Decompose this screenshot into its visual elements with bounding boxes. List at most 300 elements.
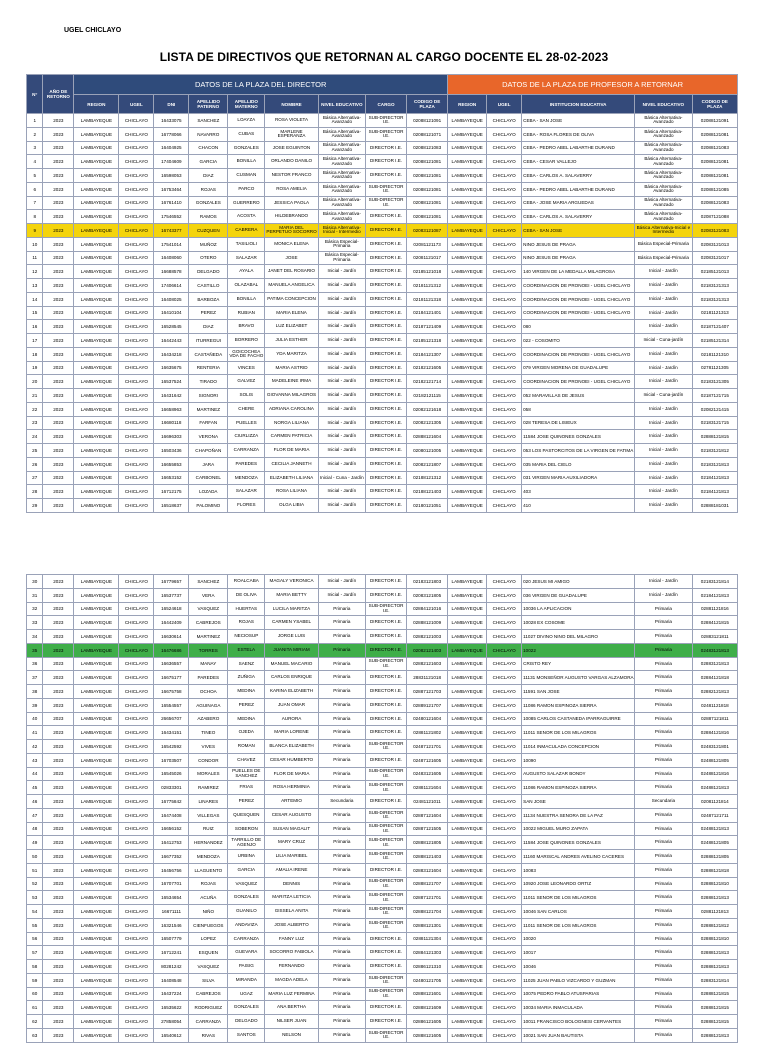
- table-cell: CHICLAYO: [119, 306, 154, 320]
- table-cell: UGAZ: [228, 987, 265, 1001]
- table-cell: CHACON: [189, 141, 228, 155]
- table-cell: CHICLAYO: [487, 375, 522, 389]
- table-cell: CHICLAYO: [119, 1001, 154, 1015]
- table-cell: LAMBAYEQUE: [74, 616, 119, 630]
- table-cell: CHICLAYO: [487, 155, 522, 169]
- table-row: [27, 1015, 738, 1029]
- table-cell: CEBA - SAN JOSE: [522, 114, 635, 128]
- table-cell: 2023: [43, 863, 74, 877]
- table-cell: DIRECTOR I.E.: [365, 224, 406, 238]
- table-row: [27, 182, 738, 196]
- table-cell: Primaria: [635, 740, 693, 754]
- table-cell: 02183121305: [692, 375, 737, 389]
- table-cell: 02182121115: [407, 389, 448, 403]
- table-cell: Básica Alternativa-Avanzado: [318, 210, 365, 224]
- table-cell: 02883121814: [692, 973, 737, 987]
- table-cell: CHICLAYO: [119, 671, 154, 685]
- table-cell: 02080121005: [407, 444, 448, 458]
- table-cell: LAMBAYEQUE: [448, 616, 487, 630]
- table-cell: ROSA HERMINIA: [265, 781, 318, 795]
- table-row: [27, 416, 738, 430]
- table-cell: CHICLAYO: [119, 237, 154, 251]
- table-cell: Inicial - Jardín: [318, 320, 365, 334]
- table-row: [27, 444, 738, 458]
- table-cell: CHICLAYO: [119, 863, 154, 877]
- table-cell: 2023: [43, 932, 74, 946]
- table-row: [27, 891, 738, 905]
- col-header: NIVEL EDUCATIVO: [635, 95, 693, 114]
- table-cell: MARIA LUZ FERMINA: [265, 987, 318, 1001]
- table-cell: 3: [27, 141, 43, 155]
- table-row: [27, 430, 738, 444]
- table-row: [27, 932, 738, 946]
- table-cell: CHICLAYO: [119, 114, 154, 128]
- table-cell: Primaria: [635, 630, 693, 644]
- table-cell: CHICLAYO: [487, 196, 522, 210]
- col-header-nro: N°: [27, 75, 43, 114]
- table-cell: 16778066: [154, 127, 189, 141]
- col-header: INSTITUCION EDUCATIVA: [522, 95, 635, 114]
- table-cell: 2023: [43, 918, 74, 932]
- table-cell: 02081121017: [407, 251, 448, 265]
- table-cell: 02082121305: [407, 416, 448, 430]
- table-cell: Inicial - Jardín: [635, 265, 693, 279]
- table-cell: BONILLA: [228, 292, 265, 306]
- table-cell: 2023: [43, 306, 74, 320]
- table-cell: DIRECTOR I.E.: [365, 169, 406, 183]
- table-cell: CHICLAYO: [487, 877, 522, 891]
- table-cell: CHICLAYO: [487, 822, 522, 836]
- table-cell: Primaria: [318, 891, 365, 905]
- table-cell: MANUELA ANGELICA: [265, 279, 318, 293]
- table-row: [27, 155, 738, 169]
- table-cell: Básica Alternativa-Avanzado: [635, 127, 693, 141]
- table-cell: LAMBAYEQUE: [448, 1015, 487, 1029]
- table-cell: FRIAS: [228, 781, 265, 795]
- table-cell: CHICLAYO: [487, 306, 522, 320]
- table-cell: RUIZ: [189, 822, 228, 836]
- table-cell: Primaria: [318, 905, 365, 919]
- table-cell: ADRIANA CAROLINA: [265, 402, 318, 416]
- table-cell: DIAZ: [189, 320, 228, 334]
- table-cell: 16408060: [154, 251, 189, 265]
- table-cell: LAMBAYEQUE: [448, 795, 487, 809]
- table-cell: LAMBAYEQUE: [74, 182, 119, 196]
- col-header: CODIGO DE PLAZA: [692, 95, 737, 114]
- table-cell: CHICLAYO: [487, 767, 522, 781]
- table-cell: VIVES: [189, 740, 228, 754]
- table-cell: VILLEGAS: [189, 808, 228, 822]
- table-cell: CHICLAYO: [487, 891, 522, 905]
- table-cell: NINO JESUS DE PRAGA: [522, 251, 635, 265]
- table-cell: Primaria: [635, 643, 693, 657]
- table-row: [27, 279, 738, 293]
- table-cell: 02184121813: [692, 588, 737, 602]
- table-cell: 02888121818: [692, 863, 737, 877]
- table-cell: CHICLAYO: [487, 905, 522, 919]
- table-cell: 02181121318: [407, 292, 448, 306]
- table-cell: LAMBAYEQUE: [74, 1015, 119, 1029]
- table-row: [27, 224, 738, 238]
- table-cell: DIRECTOR I.E.: [365, 361, 406, 375]
- table-cell: 02183121814: [692, 575, 737, 589]
- table-cell: LAMBAYEQUE: [448, 444, 487, 458]
- table-cell: 02888121805: [692, 850, 737, 864]
- table-cell: SAENZ: [228, 657, 265, 671]
- table-cell: CECILIA JANNETH: [265, 457, 318, 471]
- table-cell: 2023: [43, 320, 74, 334]
- table-cell: 40: [27, 712, 43, 726]
- table-cell: ZUÑIGA: [228, 671, 265, 685]
- table-cell: MIRANDA: [228, 973, 265, 987]
- table-cell: SUB-DIRECTOR I.E.: [365, 808, 406, 822]
- table-cell: 2023: [43, 726, 74, 740]
- table-row: [27, 657, 738, 671]
- table-cell: CHICLAYO: [119, 251, 154, 265]
- table-cell: 17406614: [154, 279, 189, 293]
- table-cell: ROSA LILIANA: [265, 485, 318, 499]
- table-cell: DIRECTOR I.E.: [365, 210, 406, 224]
- table-cell: TINEO: [189, 726, 228, 740]
- table-row: [27, 850, 738, 864]
- table-cell: CHICLAYO: [487, 836, 522, 850]
- table-cell: SILVA: [189, 973, 228, 987]
- table-cell: Inicial - Jardín: [318, 588, 365, 602]
- table-cell: 2023: [43, 1001, 74, 1015]
- table-cell: 16554557: [154, 698, 189, 712]
- table-cell: CHICLAYO: [487, 671, 522, 685]
- table-cell: DIRECTOR I.E.: [365, 471, 406, 485]
- table-cell: 16442443: [154, 334, 189, 348]
- table-cell: 02487121701: [407, 740, 448, 754]
- table-cell: LAMBAYEQUE: [74, 685, 119, 699]
- table-cell: CHICLAYO: [119, 781, 154, 795]
- table-cell: 02088121081: [407, 182, 448, 196]
- table-cell: Básica Alternativa-Avanzado: [635, 182, 693, 196]
- table-cell: OLAZABAL: [228, 279, 265, 293]
- table-cell: CHICLAYO: [119, 485, 154, 499]
- table-cell: DIRECTOR I.E.: [365, 155, 406, 169]
- table-cell: Inicial - Jardín: [318, 265, 365, 279]
- table-cell: LAMBAYEQUE: [74, 588, 119, 602]
- table-row: [27, 334, 738, 348]
- table-cell: 13: [27, 279, 43, 293]
- table-cell: CHICLAYO: [119, 973, 154, 987]
- table-cell: MARIA ASTRID: [265, 361, 318, 375]
- table-row: [27, 251, 738, 265]
- table-cell: SUB-DIRECTOR I.E.: [365, 114, 406, 128]
- table-cell: ACUÑA: [189, 891, 228, 905]
- table-cell: SUB-DIRECTOR I.E.: [365, 1028, 406, 1042]
- table-cell: GONZALES: [228, 141, 265, 155]
- table-cell: 2023: [43, 347, 74, 361]
- table-cell: Primaria: [318, 643, 365, 657]
- table-cell: Primaria: [318, 630, 365, 644]
- table-cell: 10090: [522, 753, 635, 767]
- table-cell: 55: [27, 918, 43, 932]
- table-cell: CHICLAYO: [119, 347, 154, 361]
- table-cell: 2023: [43, 499, 74, 513]
- table-cell: LAMBAYEQUE: [74, 210, 119, 224]
- table-cell: CUZQUEN: [189, 224, 228, 238]
- table-cell: LAMBAYEQUE: [74, 334, 119, 348]
- table-cell: 02082121415: [692, 402, 737, 416]
- table-cell: 02888121812: [692, 918, 737, 932]
- table-cell: CHICLAYO: [119, 1015, 154, 1029]
- table-cell: LAMBAYEQUE: [448, 1028, 487, 1042]
- table-cell: 058: [522, 402, 635, 416]
- table-cell: OLGA LIBIA: [265, 499, 318, 513]
- table-cell: NORGA LILIANA: [265, 416, 318, 430]
- table-cell: DIRECTOR I.E.: [365, 457, 406, 471]
- table-cell: 02881121604: [407, 781, 448, 795]
- table-cell: 28: [27, 485, 43, 499]
- table-cell: MARIA DEL PERPETUO SOCORRO: [265, 224, 318, 238]
- table-cell: ROSA VIOLETA: [265, 114, 318, 128]
- table-cell: NESTOR FRANCO: [265, 169, 318, 183]
- table-cell: DIRECTOR I.E.: [365, 292, 406, 306]
- table-cell: Inicial - Jardín: [635, 499, 693, 513]
- table-cell: Primaria: [635, 877, 693, 891]
- table-cell: 60: [27, 987, 43, 1001]
- table-cell: Primaria: [318, 836, 365, 850]
- table-cell: 2023: [43, 643, 74, 657]
- table-cell: 02888121813: [692, 891, 737, 905]
- table-cell: CHICLAYO: [119, 471, 154, 485]
- table-cell: 50: [27, 850, 43, 864]
- table-cell: SOCORRO FABIOLA: [265, 946, 318, 960]
- table-cell: Inicial - Jardín: [318, 389, 365, 403]
- table-cell: CHICLAYO: [487, 753, 522, 767]
- table-cell: LAMBAYEQUE: [74, 932, 119, 946]
- table-cell: DIRECTOR I.E.: [365, 347, 406, 361]
- table-cell: AYALA: [228, 265, 265, 279]
- table-cell: 02888121813: [692, 1028, 737, 1042]
- table-cell: 02483121801: [692, 740, 737, 754]
- table-cell: CHICLAYO: [487, 471, 522, 485]
- table-cell: DIRECTOR I.E.: [365, 712, 406, 726]
- table-cell: Básica Especial-Primaria: [318, 251, 365, 265]
- table-cell: 02088121081: [407, 155, 448, 169]
- table-cell: 56: [27, 932, 43, 946]
- table-cell: CHICLAYO: [119, 808, 154, 822]
- table-cell: Primaria: [635, 726, 693, 740]
- table-row: [27, 726, 738, 740]
- table-cell: CHICLAYO: [487, 726, 522, 740]
- table-cell: LAMBAYEQUE: [448, 127, 487, 141]
- table-cell: DIRECTOR I.E.: [365, 265, 406, 279]
- table-cell: LAMBAYEQUE: [74, 471, 119, 485]
- table-cell: JANET DEL ROSARIO: [265, 265, 318, 279]
- table-cell: 02480121705: [407, 973, 448, 987]
- table-cell: RUBIAN: [228, 306, 265, 320]
- table-cell: CHICLAYO: [119, 575, 154, 589]
- table-cell: Primaria: [318, 657, 365, 671]
- table-cell: 16537737: [154, 588, 189, 602]
- table-cell: CHICLAYO: [119, 767, 154, 781]
- table-cell: CHICLAYO: [119, 822, 154, 836]
- table-cell: LAMBAYEQUE: [74, 430, 119, 444]
- table-cell: 02888121609: [407, 1001, 448, 1015]
- table-cell: JESSICA PAOLA: [265, 196, 318, 210]
- table-cell: DIRECTOR I.E.: [365, 499, 406, 513]
- table-row: [27, 575, 738, 589]
- table-cell: Primaria: [318, 1015, 365, 1029]
- table-cell: SUB-DIRECTOR I.E.: [365, 196, 406, 210]
- table-cell: DIRECTOR I.E.: [365, 630, 406, 644]
- table-cell: 2023: [43, 251, 74, 265]
- table-cell: LAMBAYEQUE: [74, 416, 119, 430]
- table-cell: 2023: [43, 767, 74, 781]
- table-row: [27, 877, 738, 891]
- table-cell: 16653152: [154, 471, 189, 485]
- table-cell: 02480121604: [407, 712, 448, 726]
- table-cell: DIRECTOR I.E.: [365, 946, 406, 960]
- table-cell: 02183121313: [692, 279, 737, 293]
- table-cell: ACOSTA: [228, 210, 265, 224]
- table-cell: LAMBAYEQUE: [448, 602, 487, 616]
- table-cell: CHICLAYO: [119, 265, 154, 279]
- table-cell: 02187121715: [692, 389, 737, 403]
- table-cell: AURORA: [265, 712, 318, 726]
- table-cell: COORDINACION DE PRONOEI - UGEL CHICLAYO: [522, 292, 635, 306]
- table-cell: PUELLES: [228, 416, 265, 430]
- table-row: [27, 471, 738, 485]
- table-cell: BRAVO: [228, 320, 265, 334]
- table-cell: Inicial - Jardín: [318, 575, 365, 589]
- table-cell: 16410104: [154, 306, 189, 320]
- table-cell: 59: [27, 973, 43, 987]
- table-cell: CHICLAYO: [487, 169, 522, 183]
- table-cell: CHICLAYO: [487, 781, 522, 795]
- table-cell: LAMBAYEQUE: [448, 265, 487, 279]
- table-cell: CASTILLO: [189, 279, 228, 293]
- table-cell: URBINA: [228, 850, 265, 864]
- table-cell: CARRANZA: [228, 932, 265, 946]
- table-cell: LAMBAYEQUE: [74, 251, 119, 265]
- table-cell: SUSAN MAGALIT: [265, 822, 318, 836]
- table-cell: CHICLAYO: [119, 361, 154, 375]
- table-cell: 02088121081: [407, 169, 448, 183]
- table-row: [27, 863, 738, 877]
- table-cell: Inicial - Jardín: [635, 485, 693, 499]
- table-cell: MARITZA LETICIA: [265, 891, 318, 905]
- table-cell: LAMBAYEQUE: [448, 196, 487, 210]
- table-cell: LAMBAYEQUE: [448, 210, 487, 224]
- table-cell: Básica Alternativa-Inicial e Intermedio: [635, 224, 693, 238]
- table-cell: 02481121818: [692, 698, 737, 712]
- table-cell: Inicial - Jardín: [635, 306, 693, 320]
- table-cell: JOSE: [265, 251, 318, 265]
- table-cell: LAMBAYEQUE: [74, 973, 119, 987]
- table-cell: 11011 SENOR DE LOS MILAGROS: [522, 726, 635, 740]
- table-cell: CHICLAYO: [119, 182, 154, 196]
- table-cell: LAMBAYEQUE: [448, 891, 487, 905]
- table-row: [27, 753, 738, 767]
- table-cell: CHICLAYO: [119, 210, 154, 224]
- table-cell: LAMBAYEQUE: [448, 918, 487, 932]
- table-cell: Inicial - Jardín: [635, 375, 693, 389]
- table-cell: LAMBAYEQUE: [74, 753, 119, 767]
- table-cell: Inicial - Jardín: [318, 279, 365, 293]
- table-row: [27, 499, 738, 513]
- col-header: CODIGO DE PLAZA: [407, 95, 448, 114]
- table-cell: 2023: [43, 141, 74, 155]
- table-cell: Inicial - Jardín: [635, 444, 693, 458]
- table-cell: LAMBAYEQUE: [74, 237, 119, 251]
- table-cell: Primaria: [318, 918, 365, 932]
- table-cell: 2023: [43, 877, 74, 891]
- table-cell: CHICLAYO: [119, 657, 154, 671]
- table-cell: 02888121815: [692, 430, 737, 444]
- table-cell: 2023: [43, 210, 74, 224]
- table-cell: 02883121811: [692, 630, 737, 644]
- table-cell: 02081121814: [692, 795, 737, 809]
- table-cell: LAMBAYEQUE: [448, 946, 487, 960]
- table-cell: 2023: [43, 740, 74, 754]
- table-row: [27, 265, 738, 279]
- table-cell: 16761410: [154, 196, 189, 210]
- table-cell: MEDINA: [228, 685, 265, 699]
- table-cell: 11011 SENOR DE LOS MILAGROS: [522, 891, 635, 905]
- table-cell: 2023: [43, 905, 74, 919]
- table-cell: 27858054: [154, 1015, 189, 1029]
- table-cell: LAMBAYEQUE: [448, 781, 487, 795]
- table-cell: LAMBAYEQUE: [448, 630, 487, 644]
- table-cell: MARIA LORENE: [265, 726, 318, 740]
- document-title: LISTA DE DIRECTIVOS QUE RETORNAN AL CARGO DOCENTE EL 28-02-2023: [159, 50, 609, 64]
- table-cell: LAMBAYEQUE: [448, 657, 487, 671]
- table-cell: LUCILA MARITZA: [265, 602, 318, 616]
- table-cell: Primaria: [635, 781, 693, 795]
- table-cell: CHICLAYO: [487, 616, 522, 630]
- table-cell: 16431642: [154, 389, 189, 403]
- table-row: [27, 361, 738, 375]
- table-cell: FARFAN: [189, 416, 228, 430]
- table-cell: CESAR HUMBERTO: [265, 753, 318, 767]
- table-cell: 02884121816: [692, 726, 737, 740]
- table-cell: Básica Alternativa-Avanzado: [635, 155, 693, 169]
- table-cell: 2023: [43, 630, 74, 644]
- table-cell: 02188121403: [407, 485, 448, 499]
- table-cell: LAMBAYEQUE: [448, 987, 487, 1001]
- table-cell: DIRECTOR I.E.: [365, 726, 406, 740]
- table-cell: Primaria: [635, 1015, 693, 1029]
- table-cell: 02088121081: [692, 155, 737, 169]
- table-cell: 02887121703: [407, 685, 448, 699]
- table-cell: JARA: [189, 457, 228, 471]
- table-cell: LAMBAYEQUE: [448, 698, 487, 712]
- table-cell: 02881121813: [692, 905, 737, 919]
- table-cell: Inicial - Jardín: [318, 444, 365, 458]
- table-cell: JUAN OMAR: [265, 698, 318, 712]
- table-row: [27, 795, 738, 809]
- table-row: [27, 781, 738, 795]
- table-cell: CHICLAYO: [487, 416, 522, 430]
- table-cell: 02188121312: [407, 471, 448, 485]
- table-cell: CHICLAYO: [487, 960, 522, 974]
- table-cell: TASILIOLI: [228, 237, 265, 251]
- table-row: [27, 960, 738, 974]
- table-cell: LOZADA: [189, 485, 228, 499]
- table-cell: SUB-DIRECTOR I.E.: [365, 822, 406, 836]
- table-cell: SUB-DIRECTOR I.E.: [365, 987, 406, 1001]
- table-cell: 43: [27, 753, 43, 767]
- table-cell: 2023: [43, 671, 74, 685]
- group-header-director: DATOS DE LA PLAZA DEL DIRECTOR: [74, 75, 448, 95]
- table-cell: 16408025: [154, 292, 189, 306]
- table-cell: 02833301: [154, 781, 189, 795]
